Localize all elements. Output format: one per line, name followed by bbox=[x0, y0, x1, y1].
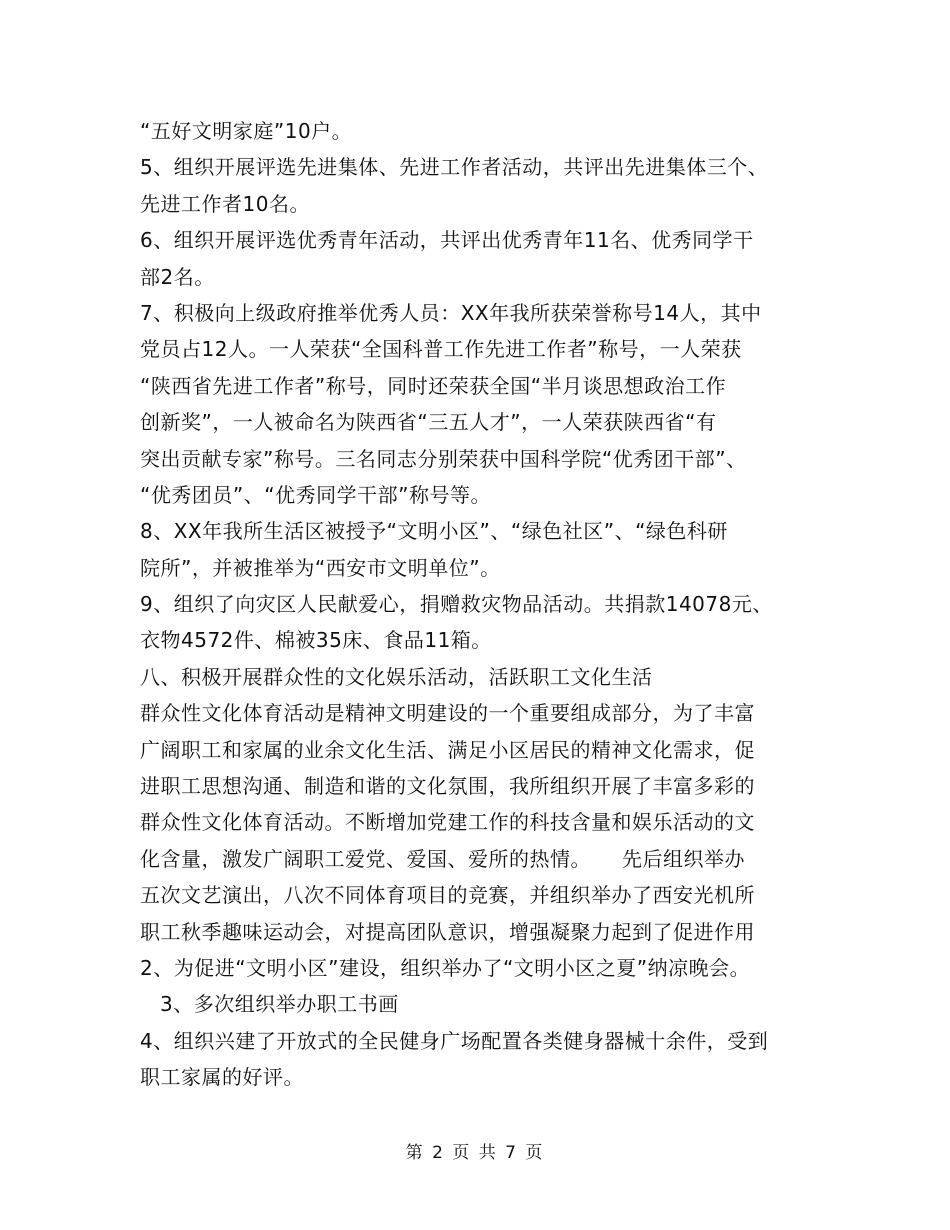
text-line: 先进工作者10名。 bbox=[140, 191, 310, 216]
text-line: 群众性文化体育活动是精神文明建设的一个重要组成部分，为了丰富 bbox=[140, 701, 755, 726]
text-line: 职工秋季趣味运动会，对提高团队意识，增强凝聚力起到了促进作用 bbox=[140, 919, 755, 944]
text-line: 突出贡献专家”称号。三名同志分别荣获中国科学院“优秀团干部”、 bbox=[140, 446, 747, 471]
text-line: 五次文艺演出，八次不同体育项目的竞赛，并组织举办了西安光机所 bbox=[140, 883, 755, 908]
body-text bbox=[140, 113, 830, 1096]
text-line: 6、组织开展评选优秀青年活动，共评出优秀青年11名、优秀同学干 bbox=[140, 228, 754, 253]
text-line: 进职工思想沟通、制造和谐的文化氛围，我所组织开展了丰富多彩的 bbox=[140, 774, 755, 799]
text-line: 衣物4572件、棉被35床、食品11箱。 bbox=[140, 628, 492, 653]
text-line: “五好文明家庭”10户。 bbox=[140, 119, 353, 143]
text-line: 9、组织了向灾区人民献爱心，捐赠救灾物品活动。共捐款14078元、 bbox=[140, 592, 773, 617]
text-line: 8、XX年我所生活区被授予“文明小区”、“绿色社区”、“绿色科研 bbox=[140, 519, 728, 544]
text-line: 党员占12人。一人荣获“全国科普工作先进工作者”称号，一人荣获 bbox=[140, 337, 742, 362]
section-heading: 八、积极开展群众性的文化娱乐活动，活跃职工文化生活 bbox=[140, 664, 653, 689]
page-footer: 第 2 页 共 7 页 bbox=[405, 1143, 545, 1163]
text-line: 7、积极向上级政府推举优秀人员：XX年我所获荣誉称号14人，其中 bbox=[140, 300, 762, 325]
text-line: 2、为促进“文明小区”建设，组织举办了“文明小区之夏”纳凉晚会。 bbox=[140, 955, 751, 980]
text-line: 院所”，并被推举为“西安市文明单位”。 bbox=[140, 555, 501, 580]
text-line: 广阔职工和家属的业余文化生活、满足小区居民的精神文化需求，促 bbox=[140, 737, 755, 762]
text-line: “优秀团员”、“优秀同学干部”称号等。 bbox=[140, 482, 491, 507]
text-line: 职工家属的好评。 bbox=[140, 1065, 304, 1090]
text-line: 部2名。 bbox=[140, 264, 215, 289]
text-line: 群众性文化体育活动。不断增加党建工作的科技含量和娱乐活动的文 bbox=[140, 810, 755, 835]
text-line: 3、多次组织举办职工书画 bbox=[160, 992, 399, 1017]
text-line: “陕西省先进工作者”称号，同时还荣获全国“半月谈思想政治工作 bbox=[140, 373, 727, 398]
text-line: 化含量，激发广阔职工爱党、爱国、爱所的热情。 先后组织举办 bbox=[140, 846, 745, 871]
text-line: 5、组织开展评选先进集体、先进工作者活动，共评出先进集体三个、 bbox=[140, 155, 769, 180]
text-line: 创新奖”，一人被命名为陕西省“三五人才”，一人荣获陕西省“有 bbox=[140, 410, 717, 435]
text-line: 4、组织兴建了开放式的全民健身广场配置各类健身器械十余件，受到 bbox=[140, 1028, 769, 1053]
